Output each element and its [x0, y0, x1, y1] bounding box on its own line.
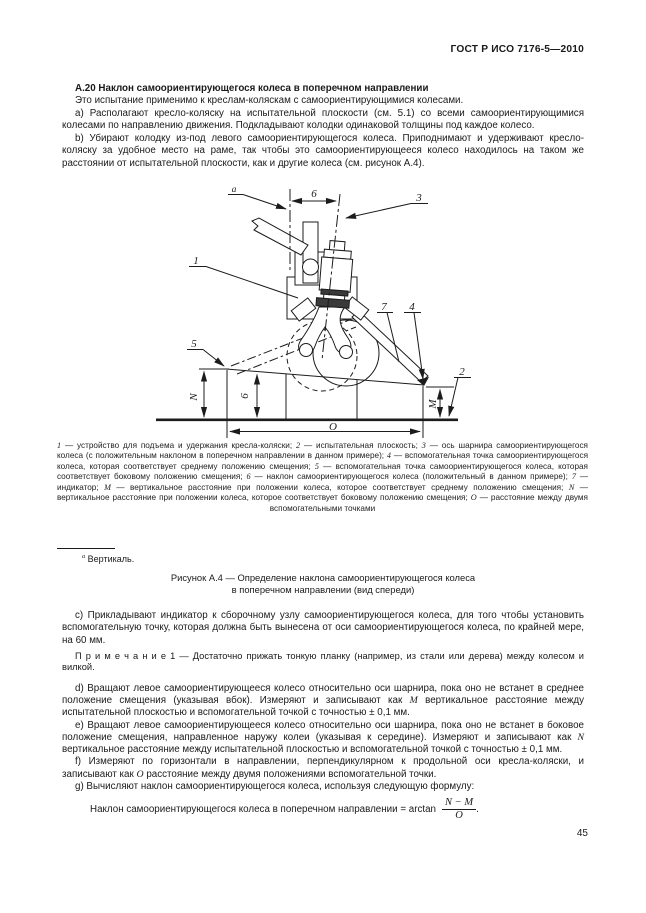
label-device: 1 [193, 255, 199, 267]
label-point-mid: 4 [409, 301, 415, 313]
paragraph-item-d: d) Вращают левое самоориентирующееся колесо относительно оси шарнира, пока оно не встанет в среднее положение смещения (указывая вбок). Измеряют и записывают как М вертикальное расстояние между испытательной плоскостью и вспомогательной точкой с точностью ± 0,1 мм. [62, 682, 584, 719]
label-angle-top: 6 [311, 188, 317, 200]
callout-leader-1 [206, 267, 298, 299]
callout-leader-5 [203, 350, 224, 367]
footnote-rule [57, 548, 115, 549]
formula [90, 797, 584, 822]
figure-key: 1 — устройство для подъема и удержания кресла-коляски; 2 — испытательная плоскость; 3 — ось шарнира самоориентирующегося колеса (с положительным наклоном в поперечном направлении в данном примере); 4 — вспомогательная точка самоориентирующегося колеса, которая соответствует среднему положению смещения; 5 — вспомогательная точка самоориентирующегося колеса, которая соответствует боковому положению смещения; 6 — наклон самоориентирующегося колеса (положительный в данном примере); 7 — индикатор; М — вертикальное расстояние при положении колеса, которое соответствует среднему положению смещения; N — вертикальное расстояние при положении колеса, которое соответствует боковому положению смещения; О — расстояние между двумя вспомогательными точками [57, 441, 589, 513]
paragraph-intro: Это испытание применимо к креслам-коляскам с самоориентирующимися колесами. [75, 95, 464, 107]
figure-footnote: $^а$ Вертикаль. [82, 553, 135, 564]
page-number: 45 [576, 828, 588, 839]
formula-fraction [442, 797, 476, 822]
label-dim-angle: 6 [239, 393, 251, 399]
paragraph-note1: П р и м е ч а н и е 1 — Достаточно прижать тонкую планку (например, из стали или дерева) между колесом и вилкой. [62, 650, 584, 673]
callout-leader-3 [346, 204, 411, 219]
paragraph-item-b: b) Убирают колодку из-под левого самоориентирующегося колеса. Приподнимают и удерживают кресло-коляску за удобное место на раме, так чтобы это самоориентирующееся колесо находилось на таком же расстоянии от испытательной плоскости, как и другие колеса (см. рисунок А.4). [62, 132, 584, 169]
indicator-bar [352, 311, 428, 382]
label-indicator: 7 [381, 301, 387, 313]
section-top [62, 83, 584, 170]
paragraph-item-g: g) Вычисляют наклон самоориентирующегося колеса, используя следующую формулу: [75, 781, 475, 793]
pivot-circle [303, 259, 319, 275]
auxiliary-points-line [226, 369, 424, 385]
section-bottom [62, 610, 584, 823]
callout-leader-a [243, 195, 286, 210]
label-point-side: 5 [191, 338, 197, 350]
formula-numerator: N − M [442, 797, 476, 810]
section-heading: А.20 Наклон самоориентирующегося колеса в поперечном направлении [75, 83, 429, 94]
paragraph-item-f: f) Измеряют по горизонтали в направлении, перпендикулярном к продольной оси кресла-коляски, и записывают как О расстояние между двумя положениями вспомогательной точки. [62, 756, 584, 780]
label-dim-n: N [188, 393, 200, 401]
label-axis: 3 [416, 192, 422, 204]
figure-title-line1: Рисунок А.4 — Определение наклона самоориентирующегося колеса [170, 572, 476, 583]
document-header: ГОСТ Р ИСО 7176-5—2010 [450, 44, 584, 55]
label-vertical-ref: а [231, 185, 237, 195]
formula-lhs: Наклон самоориентирующегося колеса в поперечном направлении = arctan [90, 803, 437, 815]
label-dim-o: O [329, 421, 337, 433]
label-dim-m: М [427, 399, 439, 409]
paragraph-item-c: с) Прикладывают индикатор к сборочному узлу самоориентирующегося колеса, для того чтобы установить вспомогательную точку, которая должна быть вынесена от оси самоориентирующегося колеса, по крайней мере, на 60 мм. [62, 610, 584, 646]
formula-period: . [476, 803, 479, 815]
drawing-linework [156, 189, 471, 438]
axle-side [340, 346, 353, 359]
callout-leader-2 [449, 378, 458, 417]
figure-a4-drawing [150, 183, 520, 441]
paragraph-item-a: а) Располагают кресло-коляску на испытательной плоскости (см. 5.1) со всеми самоориентирующимися колесами по направлению движения. Подкладывают колодки одинаковой толщины под каждое колесо. [62, 107, 584, 132]
formula-denominator: O [455, 810, 463, 822]
diagonal-bar [252, 218, 308, 255]
figure-title-line2: в поперечном направлении (вид спереди) [231, 584, 415, 596]
figure-title [62, 572, 584, 596]
paragraph-item-e: е) Вращают левое самоориентирующееся колесо относительно оси шарнира, пока оно не встанет в боковое положение смещения, направленное наружу колеи (указывая к середине). Измеряют и записывают как N вертикальное расстояние между испытательной плоскостью и вспомогательной точкой с точностью ± 0,1 мм. [62, 719, 584, 756]
axle-mid [300, 344, 313, 357]
label-plane: 2 [459, 366, 465, 378]
